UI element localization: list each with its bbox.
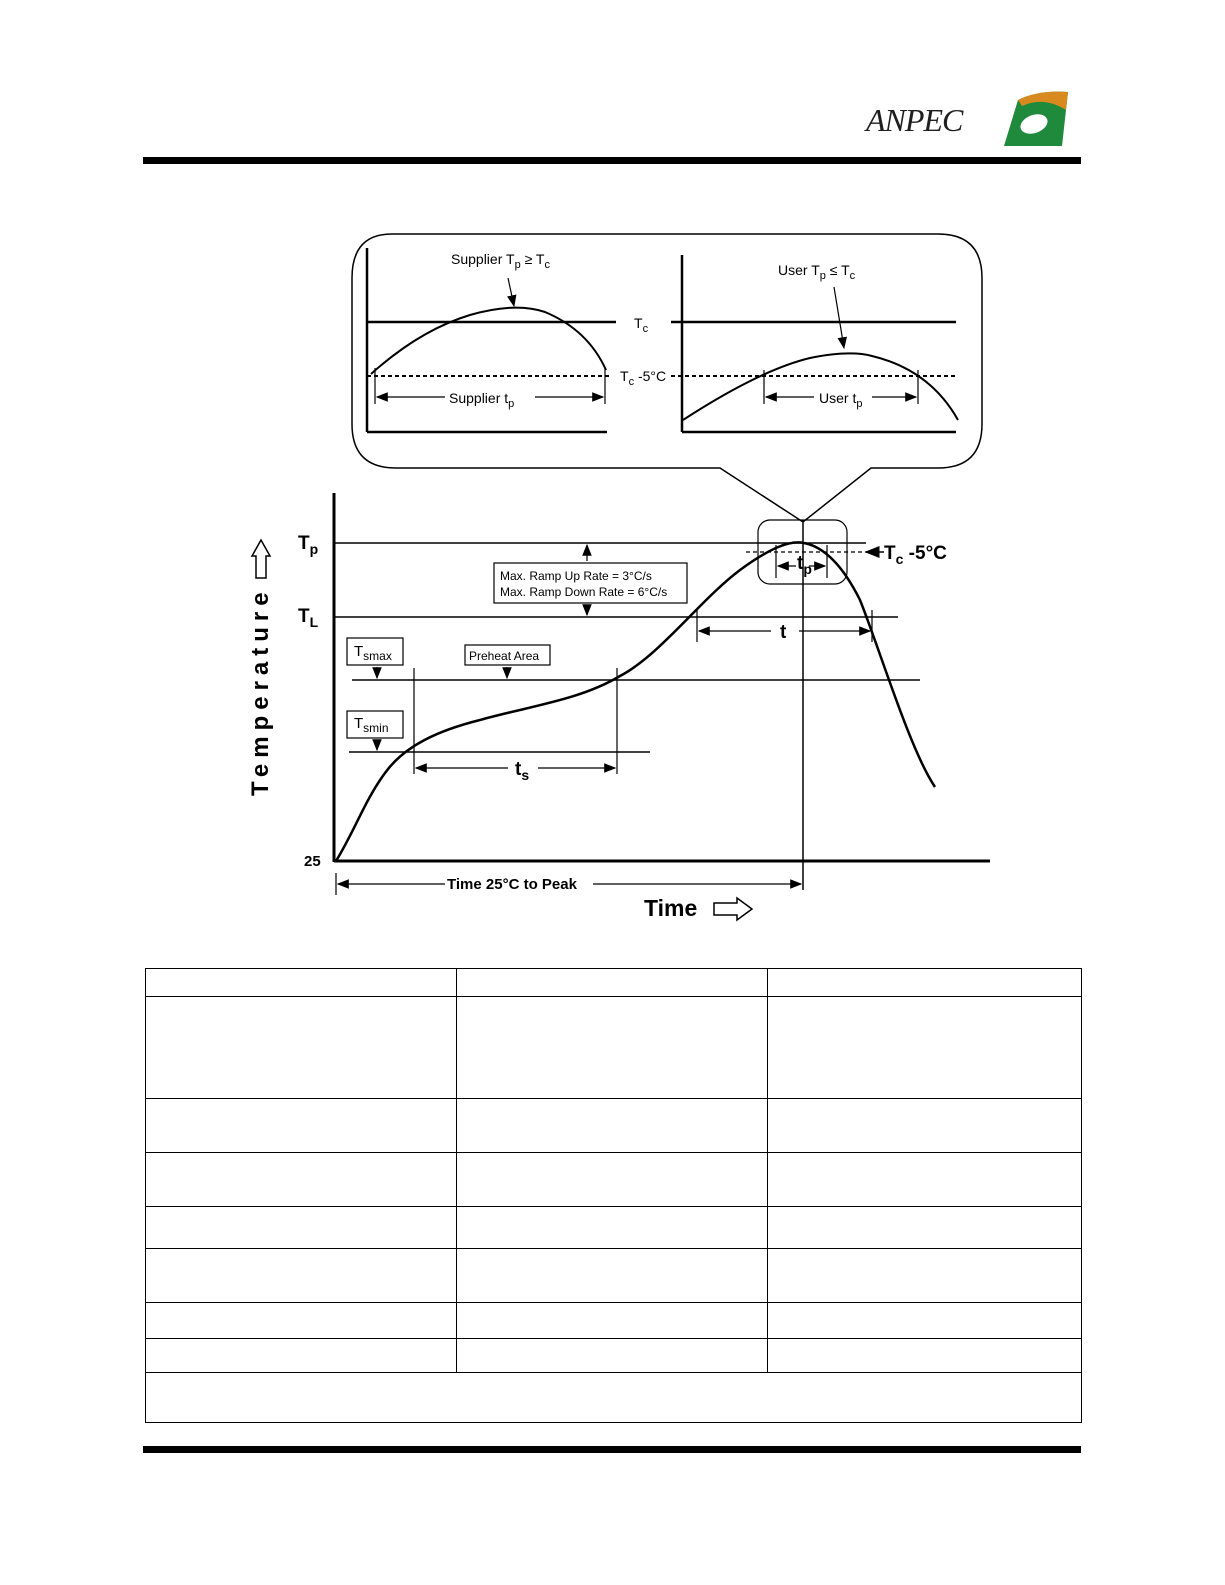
table-row [146, 1303, 1082, 1339]
ramp-up-rate-label: Max. Ramp Up Rate = 3°C/s [500, 569, 652, 583]
supplier-tp-time-label: Supplier $t_p$ [449, 390, 515, 410]
tp-axis-label: $T_p$ [298, 533, 319, 557]
logo-wordmark: ANPEC [866, 102, 963, 138]
y-axis-arrow-icon [252, 540, 270, 578]
table-row [146, 969, 1082, 997]
table-row [146, 997, 1082, 1099]
main-tc5-label: $T_c$ -5°C [884, 543, 947, 567]
ts-label: $t_s$ [515, 759, 530, 783]
inset-callout [352, 234, 982, 522]
reflow-spec-table [145, 968, 1082, 1423]
y-axis-label: Temperature [247, 586, 274, 796]
user-tp-callout: User $T_p \le T_c$ [778, 262, 856, 282]
t-label: t [780, 622, 787, 643]
user-tp-time-label: User $t_p$ [819, 390, 863, 410]
table-row [146, 1099, 1082, 1153]
inset-tc5-label: $T_c$ -5°C [620, 368, 667, 388]
preheat-area-label: Preheat Area [469, 649, 540, 663]
tsmin-label: $T_{smin}$ [354, 715, 389, 735]
x-axis-arrow-icon [714, 898, 752, 920]
time-to-peak-label: Time 25°C to Peak [447, 876, 577, 893]
table-note-row [146, 1373, 1082, 1423]
supplier-tp-callout: Supplier $T_p \ge T_c$ [451, 251, 550, 271]
main-profile-chart [247, 493, 990, 921]
footer-rule [143, 1446, 1081, 1453]
table-row [146, 1249, 1082, 1303]
inset-tc-label: $T_c$ [634, 315, 649, 335]
table-row [146, 1153, 1082, 1207]
ramp-down-rate-label: Max. Ramp Down Rate = 6°C/s [500, 585, 668, 599]
tp-time-label: $t_p$ [797, 553, 812, 577]
origin-value: 25 [304, 853, 321, 870]
table-row [146, 1207, 1082, 1249]
x-axis-label: Time [644, 895, 698, 921]
table-row [146, 1339, 1082, 1373]
tl-axis-label: $T_L$ [298, 606, 319, 630]
tsmax-label: $T_{smax}$ [354, 643, 392, 663]
